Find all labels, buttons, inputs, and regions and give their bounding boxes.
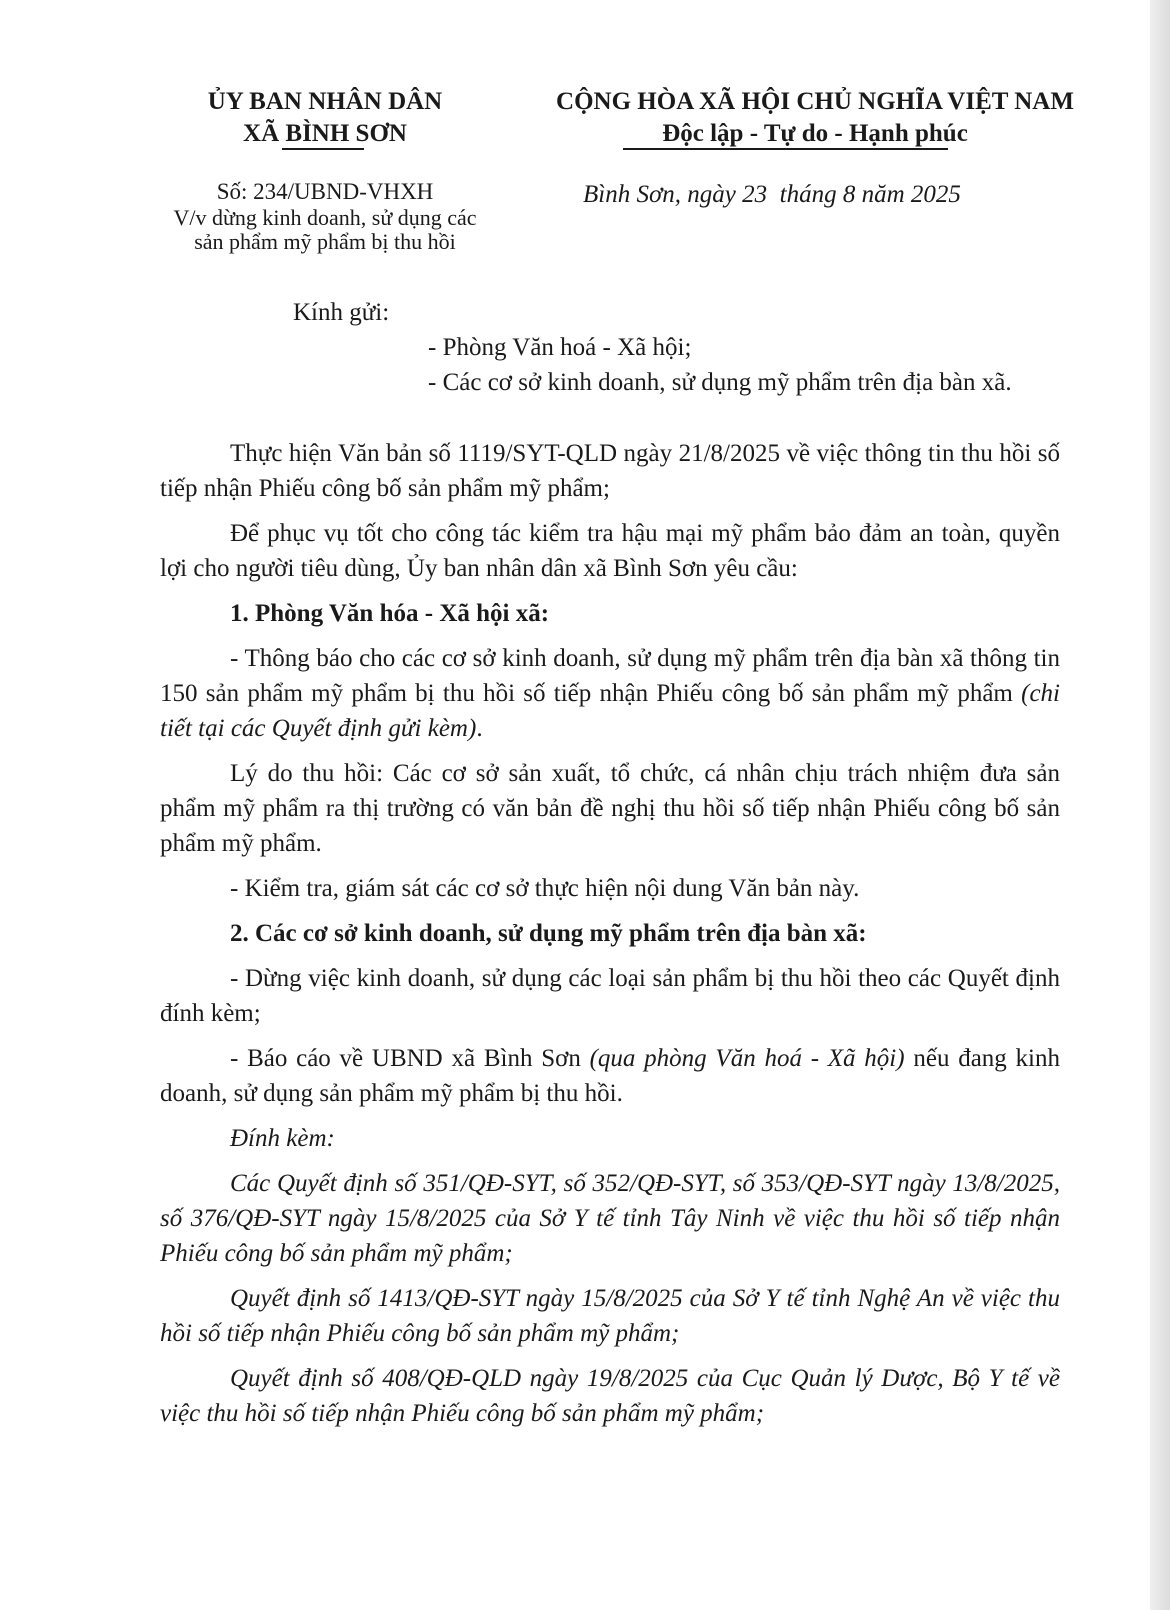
place-date: Bình Sơn, ngày 23 tháng 8 năm 2025 xyxy=(583,181,961,208)
attachments-label: Đính kèm: xyxy=(230,1125,335,1152)
section-2-report-end: nếu đang kinh doanh, sử dụng sản phẩm mỹ phẩm bị thu hồi. xyxy=(160,1045,1060,1107)
attachment-item: Quyết định số 1413/QĐ-SYT ngày 15/8/2025 của Sở Y tế tỉnh Nghệ An về việc thu hồi số tiếp nhận Phiếu công bố sản phẩm mỹ phẩm; xyxy=(160,1285,1060,1347)
section-2-title: 2. Các cơ sở kinh doanh, sử dụng mỹ phẩm trên địa bàn xã: xyxy=(230,920,867,947)
attachment-item: Quyết định số 408/QĐ-QLD ngày 19/8/2025 của Cục Quản lý Dược, Bộ Y tế về việc thu hồi số tiếp nhận Phiếu công bố sản phẩm mỹ phẩm; xyxy=(160,1365,1060,1427)
recipient-item: - Các cơ sở kinh doanh, sử dụng mỹ phẩm trên địa bàn xã. xyxy=(428,369,1012,396)
attachment-item: Các Quyết định số 351/QĐ-SYT, số 352/QĐ-SYT, số 353/QĐ-SYT ngày 13/8/2025, số 376/QĐ-SYT ngày 15/8/2025 của Sở Y tế tỉnh Tây Ninh về việc thu hồi số tiếp nhận Phiếu công bố sản phẩm mỹ phẩm; xyxy=(160,1170,1060,1267)
doc-number: Số: 234/UBND-VHXH xyxy=(216,179,434,204)
section-2-report-text: - Báo cáo về UBND xã Bình Sơn xyxy=(230,1045,590,1072)
section-1-notify xyxy=(160,641,1060,746)
section-1-notify-text: - Thông báo cho các cơ sở kinh doanh, sử dụng mỹ phẩm trên địa bàn xã thông tin 150 sản phẩm mỹ phẩm bị thu hồi số tiếp nhận Phiếu công bố sản phẩm mỹ phẩm xyxy=(160,645,1060,707)
doc-subject-line2: sản phẩm mỹ phẩm bị thu hồi xyxy=(194,229,456,254)
doc-subject-line1: V/v dừng kinh doanh, sử dụng các xyxy=(173,205,477,230)
section-1-title: 1. Phòng Văn hóa - Xã hội xã: xyxy=(230,600,550,627)
issuer-block xyxy=(150,86,500,150)
recipient-item: - Phòng Văn hoá - Xã hội; xyxy=(428,334,692,361)
motto: Độc lập - Tự do - Hạnh phúc xyxy=(662,120,968,147)
motto-underline xyxy=(623,148,948,150)
section-1-notify-end: . xyxy=(476,715,483,742)
country-name: CỘNG HÒA XÃ HỘI CHỦ NGHĨA VIỆT NAM xyxy=(556,88,1074,115)
paragraph-intro: Thực hiện Văn bản số 1119/SYT-QLD ngày 21/8/2025 về việc thông tin thu hồi số tiếp nhận Phiếu công bố sản phẩm mỹ phẩm; xyxy=(160,440,1060,502)
recipients-list xyxy=(428,333,1128,398)
section-1-notify-note: (chi tiết tại các Quyết định gửi kèm) xyxy=(160,680,1060,742)
document-body xyxy=(160,436,1060,1431)
section-2-stop: - Dừng việc kinh doanh, sử dụng các loại sản phẩm bị thu hồi theo các Quyết định đính kèm; xyxy=(160,965,1060,1027)
section-2-report xyxy=(160,1041,1060,1111)
paragraph-purpose: Để phục vụ tốt cho công tác kiểm tra hậu mại mỹ phẩm bảo đảm an toàn, quyền lợi cho người tiêu dùng, Ủy ban nhân dân xã Bình Sơn yêu cầu: xyxy=(160,520,1060,582)
section-2-report-note: (qua phòng Văn hoá - Xã hội) xyxy=(589,1045,905,1072)
issuer-line1: ỦY BAN NHÂN DÂN xyxy=(207,88,443,115)
issuer-underline xyxy=(282,148,364,150)
recipients-label: Kính gửi: xyxy=(293,299,390,326)
page-edge xyxy=(1150,0,1170,1610)
national-motto-block xyxy=(515,86,1115,150)
section-1-reason: Lý do thu hồi: Các cơ sở sản xuất, tổ chức, cá nhân chịu trách nhiệm đưa sản phẩm mỹ phẩm ra thị trường có văn bản đề nghị thu hồi số tiếp nhận Phiếu công bố sản phẩm mỹ phẩm. xyxy=(160,760,1060,857)
section-1-inspect: - Kiểm tra, giám sát các cơ sở thực hiện nội dung Văn bản này. xyxy=(230,875,860,902)
issuer-line2: XÃ BÌNH SƠN xyxy=(243,120,407,147)
doc-meta-block xyxy=(150,178,500,254)
